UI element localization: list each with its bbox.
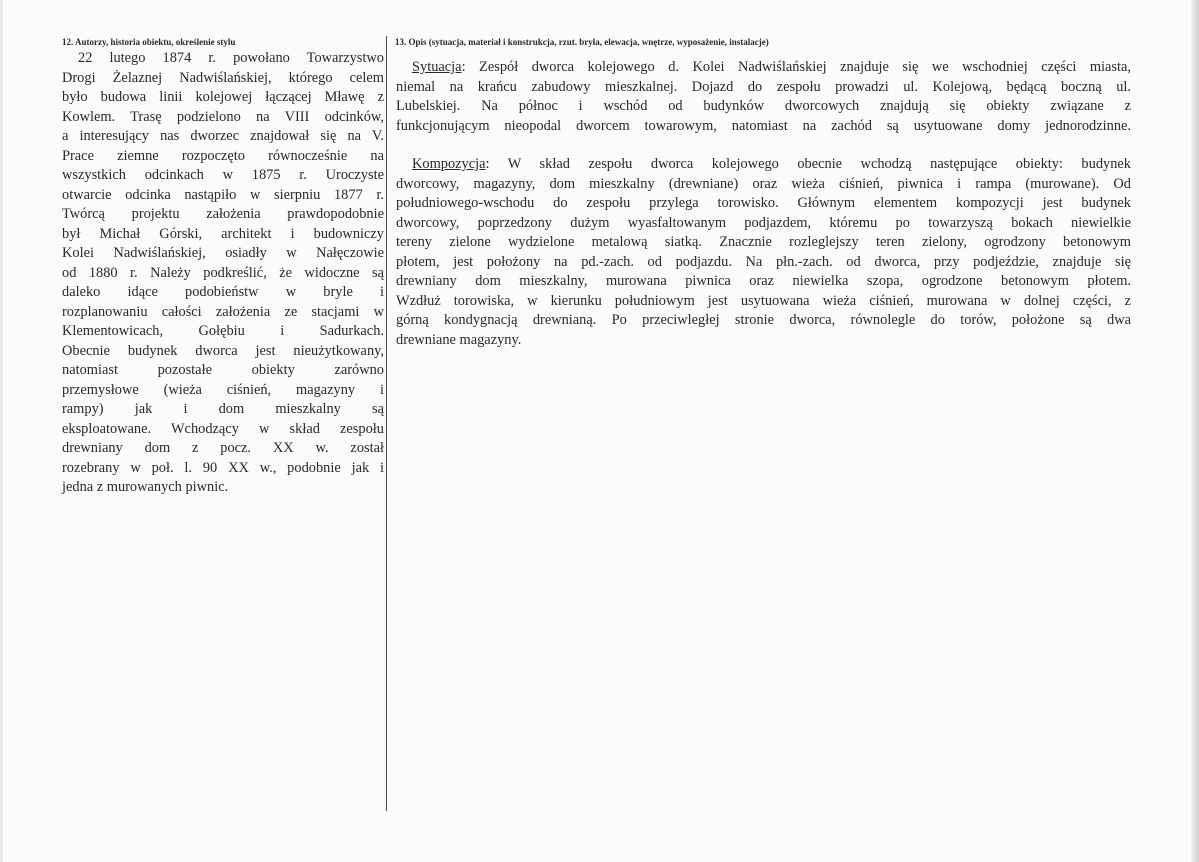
history-line: od 1880 r. Należy podkreślić, że widoczne są <box>62 264 384 281</box>
history-line: Kowlem. Trasę podzielono na VIII odcinków, <box>62 108 384 125</box>
description-line: Sytuacja: Zespół dworca kolejowego d. Kolei Nadwiślańskiej znajduje się we wschodniej części miasta, <box>412 59 1131 75</box>
description-line: funkcjonującym nieopodal dworcem towarowym, natomiast na zachód są usytuowane domy jednorodzinne. <box>396 117 1131 134</box>
history-line: rampy) jak i dom mieszkalny są <box>62 401 384 417</box>
situation-label: Sytuacja <box>412 59 462 75</box>
description-line: dworcowy, poprzedzony dużym wyasfaltowanym podjazdem, któremu po towarzyszą bokach niewielkie <box>396 214 1131 231</box>
history-line: przemysłowe (wieża ciśnień, magazyny i <box>62 381 384 398</box>
description-line: tereny zielone wydzielone metalową siatką. Znacznie rozleglejszy teren zielony, ogrodzony betonowym <box>396 234 1131 250</box>
history-line: było budowa linii kolejowej łączącej Mławę z <box>62 89 384 105</box>
description-line: górną kondygnacją drewnianą. Po przeciwległej stronie dworca, równolegle do torów, położone są dwa <box>396 312 1131 328</box>
description-line: Lubelskiej. Na północ i wschód od budynków dworcowych znajdują się obiekty związane z <box>396 98 1131 114</box>
history-line: Prace ziemne rozpoczęto równocześnie na <box>62 147 384 164</box>
history-line: Drogi Żelaznej Nadwiślańskiej, którego celem <box>62 69 384 86</box>
history-line: Obecnie budynek dworca jest nieużytkowany, <box>62 342 384 359</box>
history-line: natomiast pozostałe obiekty zarówno <box>62 362 384 378</box>
scan-edge-left <box>0 0 3 862</box>
description-line: dworcowy, magazyny, dom mieszkalny (drewniane) oraz wieża ciśnień, piwnica i rampa (murowane). Od <box>396 175 1131 192</box>
history-line: był Michał Górski, architekt i budowniczy <box>62 225 384 242</box>
description-text <box>396 58 1131 350</box>
history-line: 22 lutego 1874 r. powołano Towarzystwo <box>78 50 384 66</box>
history-line: Klementowicach, Gołębiu i Sadurkach. <box>62 323 384 339</box>
history-line: jedna z murowanych piwnic. <box>62 479 229 495</box>
description-line: Wzdłuż torowiska, w kierunku południowym jest usytuowana wieża ciśnień, murowana w dolnej części, z <box>396 292 1131 309</box>
description-line: drewniane magazyny. <box>396 331 522 348</box>
description-line: niemal na krańcu zabudowy mieszkalnej. Dojazd do zespołu prowadzi ul. Kolejową, będącą boczną ul. <box>396 78 1131 95</box>
section-12-heading: 12. Autorzy, historia obiektu, określenie stylu <box>62 37 236 47</box>
history-line: rozebrany w poł. l. 90 XX w., podobnie jak i <box>62 459 384 476</box>
history-line: wszystkich odcinkach w 1875 r. Uroczyste <box>62 167 384 183</box>
description-line: Kompozycja: W skład zespołu dworca kolejowego obecnie wchodzą następujące obiekty: budynek <box>412 156 1131 172</box>
paragraph-gap <box>396 136 1131 155</box>
history-line: Kolei Nadwiślańskiej, osiadły w Nałęczowie <box>62 245 384 261</box>
description-line: płotem, jest położony na pd.-zach. od podjazdu. Na płn.-zach. od dworca, przy podjeździe, znajduje się <box>396 253 1131 270</box>
history-line: drewniany dom z pocz. XX w. został <box>62 440 384 456</box>
history-line: eksploatowane. Wchodzący w skład zespołu <box>62 420 384 437</box>
composition-label: Kompozycja <box>412 156 486 172</box>
history-text <box>62 49 384 498</box>
history-line: daleko idące podobieństw w bryle i <box>62 284 384 300</box>
column-divider <box>386 36 387 811</box>
history-line: rozplanowaniu całości założenia ze stacjami w <box>62 303 384 320</box>
description-line: południowego-wschodu do zespołu przylega torowisko. Głównym elementem kompozycji jest budynek <box>396 195 1131 211</box>
history-line: a interesujący nas dworzec znajdował się na V. <box>62 128 384 144</box>
scan-edge-right <box>1191 0 1199 862</box>
history-line: Twórcą projektu założenia prawdopodobnie <box>62 206 384 222</box>
section-13-heading: 13. Opis (sytuacja, materiał i konstrukcja, rzut. bryła, elewacja, wnętrze, wyposażenie, instalacje) <box>395 37 769 47</box>
history-line: otwarcie odcinka nastąpiło w sierpniu 1877 r. <box>62 186 384 203</box>
description-line: drewniany dom mieszkalny, murowana piwnica oraz niewielka szopa, ogrodzone betonowym płotem. <box>396 273 1131 289</box>
